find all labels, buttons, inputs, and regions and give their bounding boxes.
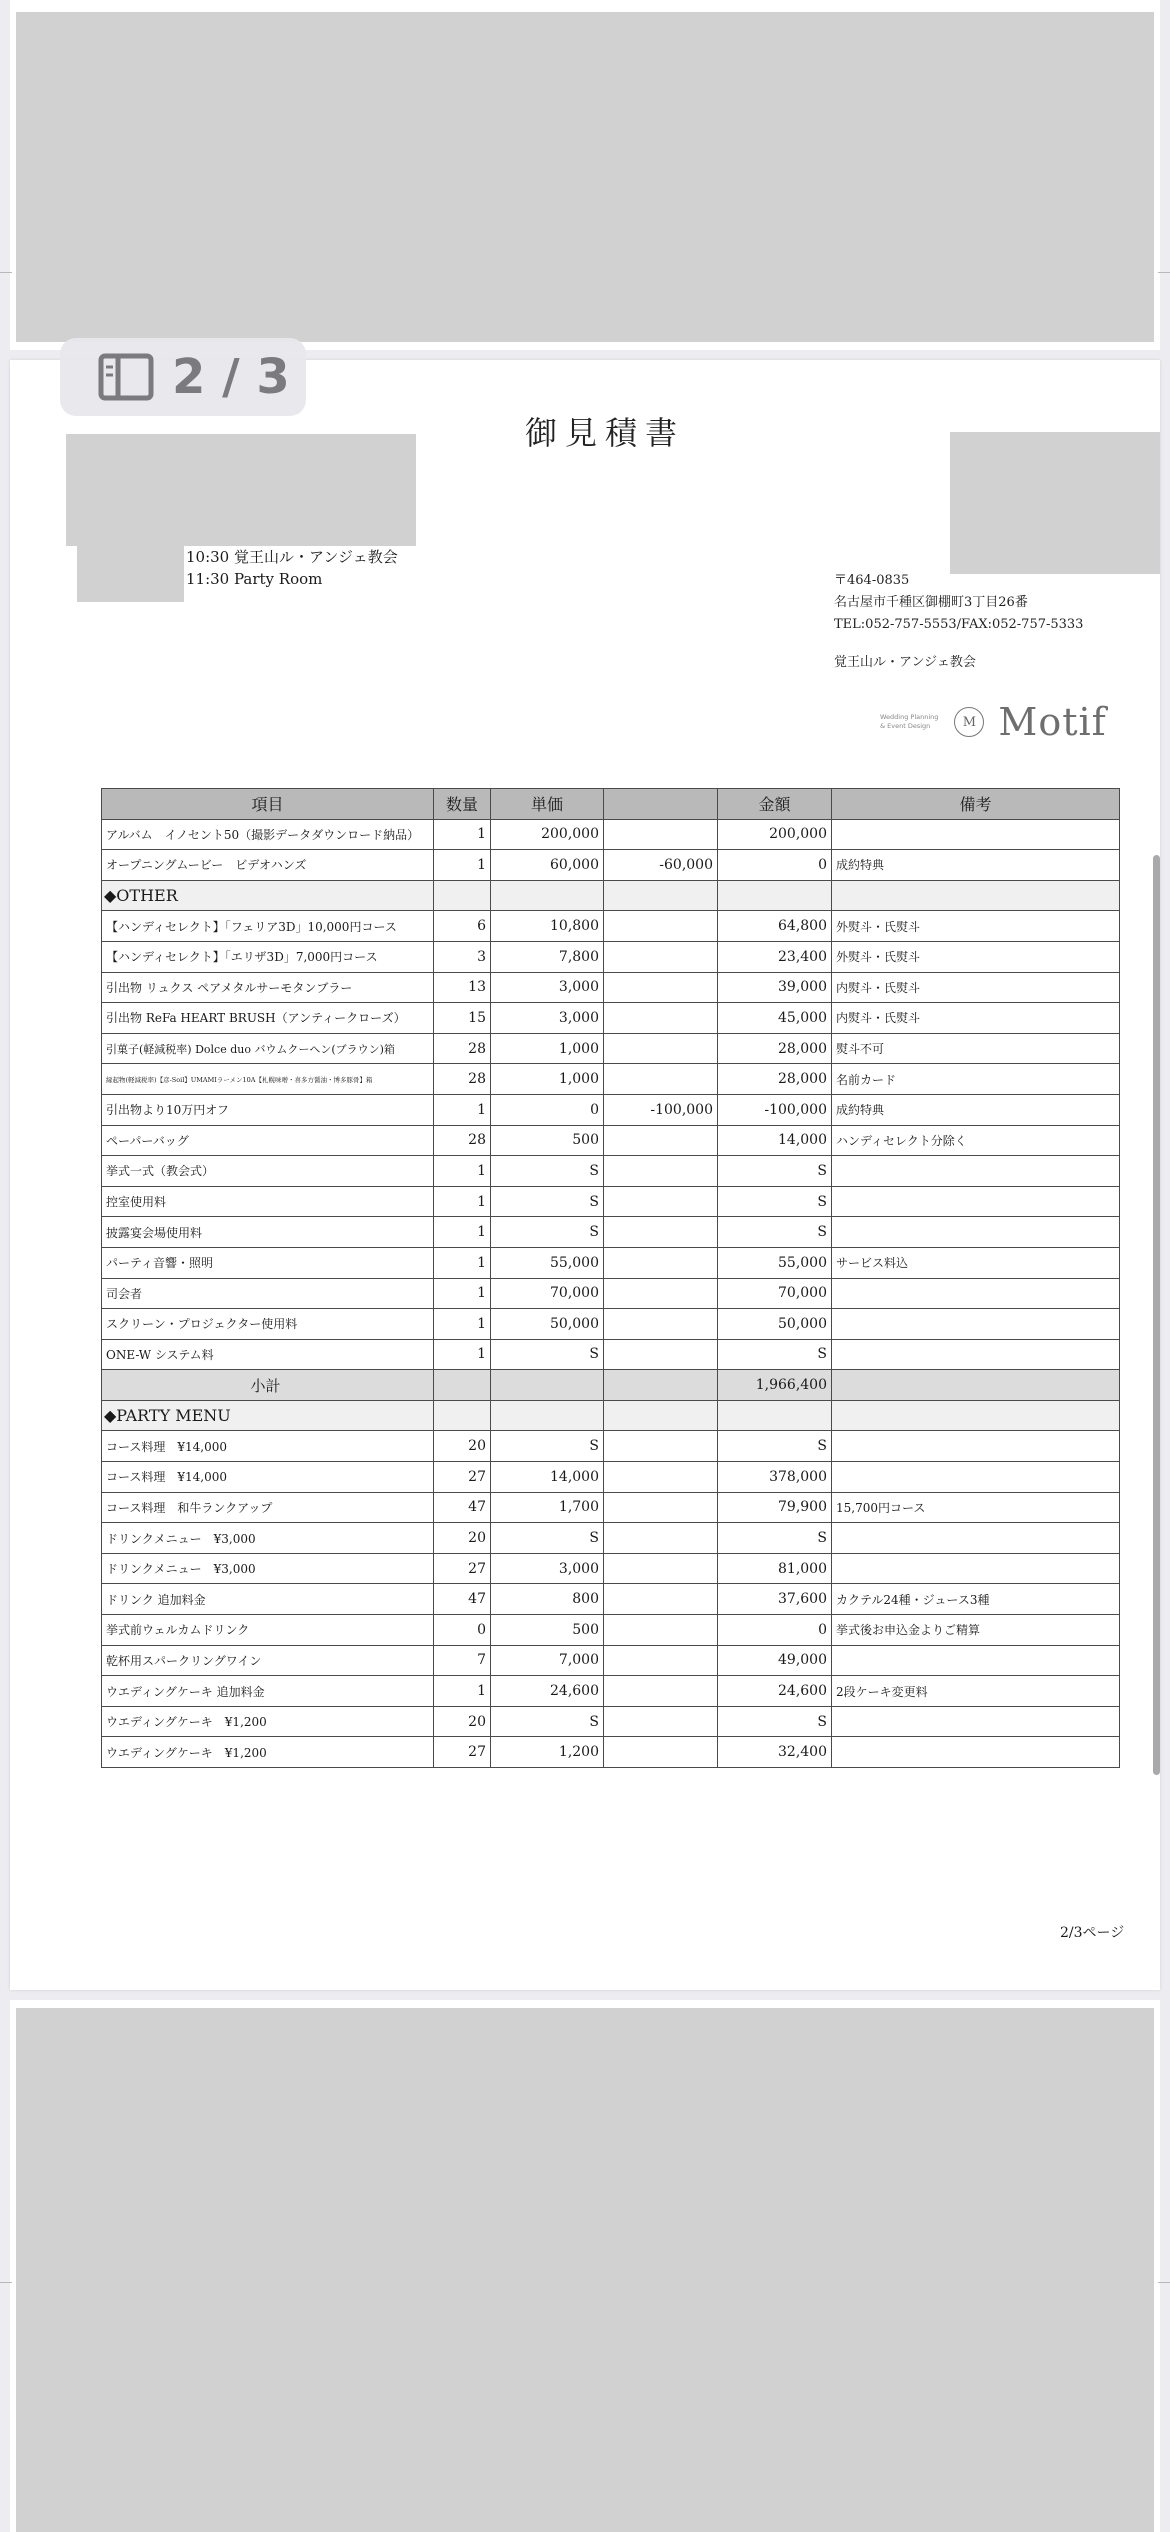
table-row [102, 1278, 1120, 1309]
cell-item: 縁起物(軽減税率)【彦-Soil】UMAMIラーメン10A【札幌味噌・喜多方醤油・博多豚骨】箱 [102, 1064, 434, 1095]
cell-qty [434, 1370, 491, 1401]
cell-discount [604, 880, 718, 911]
cell-discount [604, 1584, 718, 1615]
cell-qty: 1 [434, 1278, 491, 1309]
cell-amount: 0 [718, 850, 832, 881]
cell-unit: S [491, 1523, 604, 1554]
logo-tagline [880, 713, 938, 731]
phone-fax: TEL:052-757-5553/FAX:052-757-5333 [834, 617, 1084, 632]
cell-amount: S [718, 1431, 832, 1462]
cell-discount [604, 1645, 718, 1676]
redacted-date [77, 546, 184, 602]
table-row [102, 1706, 1120, 1737]
cell-note: 成約特典 [832, 1094, 1120, 1125]
cell-qty: 15 [434, 1003, 491, 1034]
table-row [102, 1247, 1120, 1278]
cell-discount [604, 1156, 718, 1187]
cell-discount [604, 1064, 718, 1095]
cell-amount: 28,000 [718, 1033, 832, 1064]
cell-item: 披露宴会場使用料 [102, 1217, 434, 1248]
header-item: 項目 [102, 789, 434, 820]
cell-note [832, 1523, 1120, 1554]
section-row [102, 1400, 1120, 1431]
street-address: 名古屋市千種区御棚町3丁目26番 [834, 595, 1028, 610]
cell-amount: S [718, 1523, 832, 1554]
cell-unit [491, 1400, 604, 1431]
cell-note: サービス料込 [832, 1247, 1120, 1278]
cell-item: コース料理 和牛ランクアップ [102, 1492, 434, 1523]
cell-note: 熨斗不可 [832, 1033, 1120, 1064]
venue-address [834, 570, 1083, 674]
page-indicator-text: 2 / 3 [172, 349, 290, 405]
cell-discount [604, 1737, 718, 1768]
redacted-recipient [66, 434, 416, 546]
table-row [102, 1431, 1120, 1462]
previous-page[interactable] [10, 0, 1160, 350]
cell-unit: 3,000 [491, 1553, 604, 1584]
cell-qty: 28 [434, 1125, 491, 1156]
postal-code: 〒464-0835 [834, 573, 910, 588]
cell-qty: 47 [434, 1492, 491, 1523]
cell-unit: S [491, 1156, 604, 1187]
cell-qty: 6 [434, 911, 491, 942]
cell-note [832, 1370, 1120, 1401]
cell-discount [604, 1706, 718, 1737]
cell-unit: 1,200 [491, 1737, 604, 1768]
cell-discount [604, 1553, 718, 1584]
table-row [102, 1125, 1120, 1156]
cell-unit: S [491, 1706, 604, 1737]
cell-qty: 13 [434, 972, 491, 1003]
cell-item: ドリンクメニュー ¥3,000 [102, 1553, 434, 1584]
cell-unit [491, 880, 604, 911]
cell-note: 外熨斗・氏熨斗 [832, 911, 1120, 942]
cell-amount: 37,600 [718, 1584, 832, 1615]
cell-qty: 1 [434, 1156, 491, 1187]
table-row [102, 911, 1120, 942]
cell-unit: 1,000 [491, 1064, 604, 1095]
cell-note: 名前カード [832, 1064, 1120, 1095]
cell-unit: 70,000 [491, 1278, 604, 1309]
table-row [102, 941, 1120, 972]
cell-note [832, 1737, 1120, 1768]
cell-discount: -60,000 [604, 850, 718, 881]
cell-qty: 47 [434, 1584, 491, 1615]
cell-qty: 1 [434, 819, 491, 850]
cell-note: ハンディセレクト分除く [832, 1125, 1120, 1156]
page-edge-mark [0, 2282, 12, 2283]
cell-unit: S [491, 1186, 604, 1217]
cell-discount [604, 819, 718, 850]
cell-discount: -100,000 [604, 1094, 718, 1125]
cell-item: 【ハンディセレクト】「フェリア3D」10,000円コース [102, 911, 434, 942]
table-row [102, 1523, 1120, 1554]
cell-item: 引出物 リュクス ペアメタルサーモタンブラー [102, 972, 434, 1003]
page-edge-mark [1158, 2282, 1170, 2283]
next-page[interactable] [10, 2000, 1160, 2532]
cell-qty: 1 [434, 1309, 491, 1340]
cell-discount [604, 1125, 718, 1156]
cell-discount [604, 1462, 718, 1493]
cell-amount: 55,000 [718, 1247, 832, 1278]
cell-qty: 20 [434, 1431, 491, 1462]
cell-unit: 3,000 [491, 1003, 604, 1034]
scrollbar[interactable] [1153, 855, 1160, 1775]
cell-unit: 1,000 [491, 1033, 604, 1064]
cell-amount: 23,400 [718, 941, 832, 972]
cell-qty: 1 [434, 1247, 491, 1278]
cell-amount: 0 [718, 1615, 832, 1646]
cell-qty: 27 [434, 1737, 491, 1768]
cell-note [832, 880, 1120, 911]
cell-discount [604, 1278, 718, 1309]
table-row [102, 1645, 1120, 1676]
cell-qty: 3 [434, 941, 491, 972]
cell-unit: 3,000 [491, 972, 604, 1003]
cell-amount: S [718, 1706, 832, 1737]
redacted-stamp [950, 432, 1160, 574]
cell-amount: 1,966,400 [718, 1370, 832, 1401]
cell-note: 2段ケーキ変更料 [832, 1676, 1120, 1707]
cell-qty: 20 [434, 1706, 491, 1737]
cell-note [832, 1553, 1120, 1584]
cell-note: 15,700円コース [832, 1492, 1120, 1523]
cell-qty: 27 [434, 1553, 491, 1584]
cell-note [832, 1645, 1120, 1676]
table-row [102, 1003, 1120, 1034]
logo-mark-icon: M [954, 707, 984, 737]
cell-unit: 500 [491, 1615, 604, 1646]
cell-amount: 49,000 [718, 1645, 832, 1676]
cell-discount [604, 1339, 718, 1370]
cell-amount: 14,000 [718, 1125, 832, 1156]
cell-item: ウエディングケーキ 追加料金 [102, 1676, 434, 1707]
cell-amount: 79,900 [718, 1492, 832, 1523]
cell-discount [604, 1186, 718, 1217]
cell-unit: 7,800 [491, 941, 604, 972]
table-row [102, 1309, 1120, 1340]
table-row [102, 819, 1120, 850]
cell-unit: S [491, 1339, 604, 1370]
cell-item: パーティ音響・照明 [102, 1247, 434, 1278]
cell-note [832, 1431, 1120, 1462]
table-row [102, 1339, 1120, 1370]
table-row [102, 1094, 1120, 1125]
cell-discount [604, 972, 718, 1003]
table-row [102, 1217, 1120, 1248]
cell-note: 挙式後お申込金よりご精算 [832, 1615, 1120, 1646]
cell-unit: S [491, 1217, 604, 1248]
table-row [102, 1737, 1120, 1768]
cell-item: ドリンク 追加料金 [102, 1584, 434, 1615]
cell-discount [604, 1370, 718, 1401]
cell-amount [718, 1400, 832, 1431]
cell-item: コース料理 ¥14,000 [102, 1462, 434, 1493]
table-row [102, 1615, 1120, 1646]
cell-item: コース料理 ¥14,000 [102, 1431, 434, 1462]
cell-amount: 200,000 [718, 819, 832, 850]
cell-amount: 32,400 [718, 1737, 832, 1768]
cell-unit: 55,000 [491, 1247, 604, 1278]
cell-item: 挙式前ウェルカムドリンク [102, 1615, 434, 1646]
cell-qty: 7 [434, 1645, 491, 1676]
cell-note [832, 1156, 1120, 1187]
cell-amount: 64,800 [718, 911, 832, 942]
schedule-ceremony: 10:30 覚王山ル・アンジェ教会 [186, 548, 398, 566]
cell-note [832, 1186, 1120, 1217]
cell-note [832, 1706, 1120, 1737]
cell-note [832, 1339, 1120, 1370]
cell-unit [491, 1370, 604, 1401]
cell-amount: 81,000 [718, 1553, 832, 1584]
cell-note: 内熨斗・氏熨斗 [832, 1003, 1120, 1034]
cell-item: ◆PARTY MENU [102, 1400, 434, 1431]
header-notes: 備考 [832, 789, 1120, 820]
cell-discount [604, 1003, 718, 1034]
cell-note [832, 1278, 1120, 1309]
table-row [102, 1676, 1120, 1707]
cell-amount: 378,000 [718, 1462, 832, 1493]
subtotal-row [102, 1370, 1120, 1401]
logo-tagline-line: Wedding Planning [880, 713, 939, 721]
schedule [186, 546, 398, 590]
cell-item: ペーパーバッグ [102, 1125, 434, 1156]
page-footer: 2/3ページ [1060, 1925, 1125, 1941]
cell-item: 【ハンディセレクト】「エリザ3D」7,000円コース [102, 941, 434, 972]
page-edge-mark [1158, 272, 1170, 273]
cell-qty: 1 [434, 1186, 491, 1217]
cell-unit: 50,000 [491, 1309, 604, 1340]
cell-item: オープニングムービー ビデオハンズ [102, 850, 434, 881]
estimate-table [101, 788, 1120, 1768]
header-discount [604, 789, 718, 820]
cell-item: 引菓子(軽減税率) Dolce duo バウムクーヘン(ブラウン)箱 [102, 1033, 434, 1064]
cell-unit: 0 [491, 1094, 604, 1125]
cell-amount: 24,600 [718, 1676, 832, 1707]
cell-item: 引出物 ReFa HEART BRUSH（アンティークローズ） [102, 1003, 434, 1034]
redacted-area [16, 2008, 1154, 2532]
cell-qty: 1 [434, 850, 491, 881]
cell-item: 乾杯用スパークリングワイン [102, 1645, 434, 1676]
cell-unit: 60,000 [491, 850, 604, 881]
cell-discount [604, 1492, 718, 1523]
table-row [102, 1064, 1120, 1095]
page-indicator [60, 338, 306, 416]
table-row [102, 1584, 1120, 1615]
cell-amount: S [718, 1217, 832, 1248]
cell-item: アルバム イノセント50（撮影データダウンロード納品） [102, 819, 434, 850]
cell-unit: 7,000 [491, 1645, 604, 1676]
table-row [102, 850, 1120, 881]
cell-note [832, 819, 1120, 850]
cell-discount [604, 911, 718, 942]
cell-item: 司会者 [102, 1278, 434, 1309]
cell-amount: 45,000 [718, 1003, 832, 1034]
cell-amount: S [718, 1339, 832, 1370]
cell-item: スクリーン・プロジェクター使用料 [102, 1309, 434, 1340]
header-amount: 金額 [718, 789, 832, 820]
redacted-area [16, 12, 1154, 342]
logo-text: Motif [998, 700, 1107, 744]
cell-qty [434, 1400, 491, 1431]
logo-tagline-line: & Event Design [880, 722, 931, 730]
cell-unit: S [491, 1431, 604, 1462]
cell-discount [604, 1431, 718, 1462]
cell-item: 挙式一式（教会式） [102, 1156, 434, 1187]
table-row [102, 1553, 1120, 1584]
cell-unit: 14,000 [491, 1462, 604, 1493]
cell-note [832, 1400, 1120, 1431]
cell-qty: 28 [434, 1064, 491, 1095]
cell-qty: 28 [434, 1033, 491, 1064]
motif-logo [880, 700, 1107, 744]
document-page[interactable] [10, 349, 1160, 1990]
cell-note: 外熨斗・氏熨斗 [832, 941, 1120, 972]
table-row [102, 1186, 1120, 1217]
cell-item: ◆OTHER [102, 880, 434, 911]
cell-note [832, 1309, 1120, 1340]
cell-note: 内熨斗・氏熨斗 [832, 972, 1120, 1003]
cell-item: 小計 [102, 1370, 434, 1401]
table-row [102, 1156, 1120, 1187]
table-row [102, 1492, 1120, 1523]
cell-discount [604, 941, 718, 972]
table-header-row [102, 789, 1120, 820]
cell-qty: 27 [434, 1462, 491, 1493]
cell-item: 控室使用料 [102, 1186, 434, 1217]
book-icon [98, 353, 154, 401]
cell-unit: 500 [491, 1125, 604, 1156]
cell-qty: 1 [434, 1217, 491, 1248]
cell-note: 成約特典 [832, 850, 1120, 881]
cell-unit: 1,700 [491, 1492, 604, 1523]
table-row [102, 1033, 1120, 1064]
cell-qty: 1 [434, 1676, 491, 1707]
cell-unit: 24,600 [491, 1676, 604, 1707]
cell-qty: 1 [434, 1094, 491, 1125]
cell-discount [604, 1676, 718, 1707]
cell-item: ドリンクメニュー ¥3,000 [102, 1523, 434, 1554]
header-quantity: 数量 [434, 789, 491, 820]
page-edge-mark [0, 272, 12, 273]
cell-amount: S [718, 1186, 832, 1217]
cell-discount [604, 1523, 718, 1554]
cell-unit: 10,800 [491, 911, 604, 942]
cell-item: ONE-W システム料 [102, 1339, 434, 1370]
table-row [102, 1462, 1120, 1493]
cell-item: ウエディングケーキ ¥1,200 [102, 1706, 434, 1737]
schedule-party: 11:30 Party Room [186, 570, 323, 588]
header-unit-price: 単価 [491, 789, 604, 820]
cell-discount [604, 1247, 718, 1278]
cell-discount [604, 1400, 718, 1431]
cell-discount [604, 1309, 718, 1340]
cell-qty: 1 [434, 1339, 491, 1370]
cell-amount: 50,000 [718, 1309, 832, 1340]
cell-unit: 800 [491, 1584, 604, 1615]
cell-unit: 200,000 [491, 819, 604, 850]
cell-qty [434, 880, 491, 911]
table-row [102, 972, 1120, 1003]
document-title: 御見積書 [524, 414, 685, 452]
cell-amount: S [718, 1156, 832, 1187]
cell-item: 引出物より10万円オフ [102, 1094, 434, 1125]
cell-amount: 28,000 [718, 1064, 832, 1095]
cell-amount: -100,000 [718, 1094, 832, 1125]
cell-item: ウエディングケーキ ¥1,200 [102, 1737, 434, 1768]
cell-amount: 70,000 [718, 1278, 832, 1309]
cell-amount [718, 880, 832, 911]
cell-discount [604, 1615, 718, 1646]
cell-discount [604, 1217, 718, 1248]
cell-discount [604, 1033, 718, 1064]
venue-name: 覚王山ル・アンジェ教会 [834, 655, 976, 670]
cell-note: カクテル24種・ジュース3種 [832, 1584, 1120, 1615]
cell-amount: 39,000 [718, 972, 832, 1003]
cell-note [832, 1462, 1120, 1493]
section-row [102, 880, 1120, 911]
cell-note [832, 1217, 1120, 1248]
cell-qty: 0 [434, 1615, 491, 1646]
cell-qty: 20 [434, 1523, 491, 1554]
